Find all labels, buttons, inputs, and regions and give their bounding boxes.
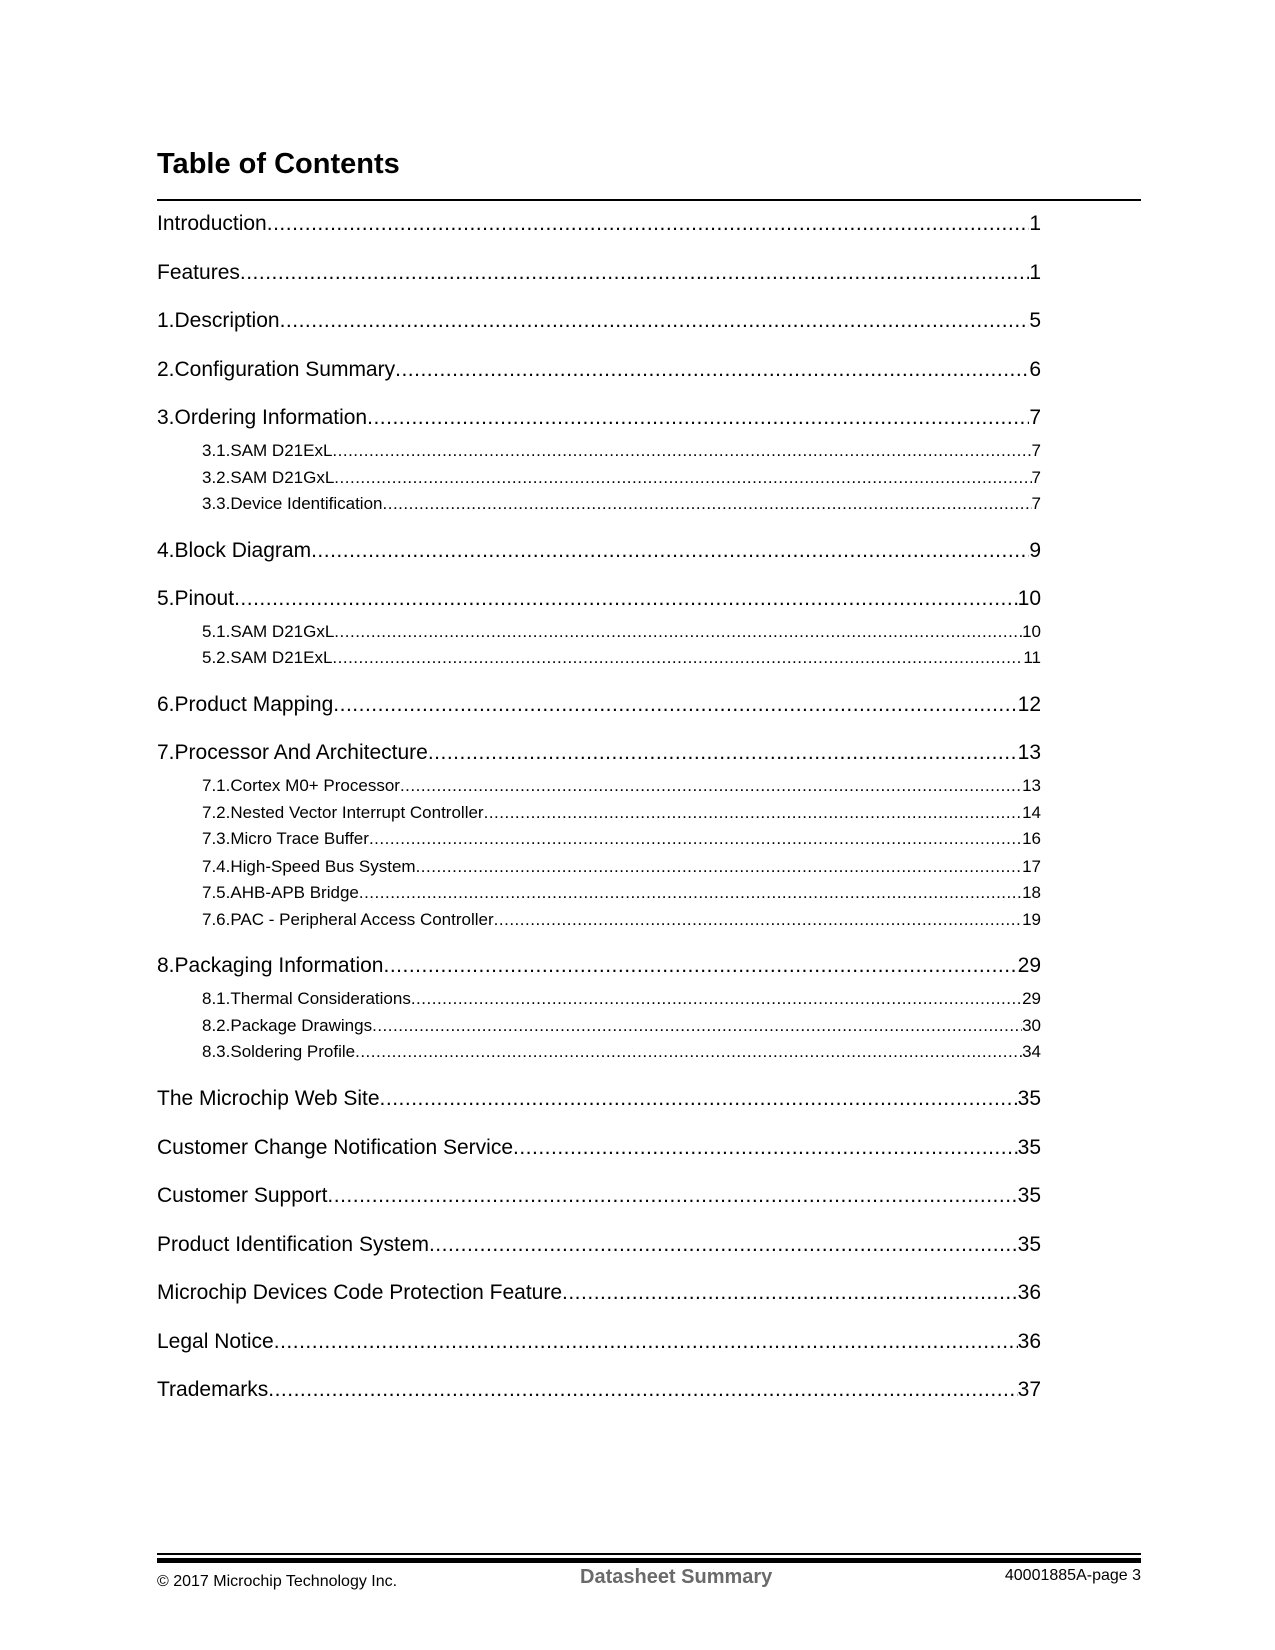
- toc-entry-number: 7.2.: [202, 803, 231, 822]
- toc-entry-label: Device Identification: [230, 494, 383, 513]
- toc-entry[interactable]: [157, 954, 1041, 980]
- toc-dot-leader: [400, 776, 1022, 796]
- toc-entry-label: AHB-APB Bridge: [230, 883, 359, 902]
- toc-dot-leader: [494, 910, 1022, 930]
- footer-doc-type: Datasheet Summary: [580, 1566, 773, 1588]
- toc-dot-leader: [280, 309, 1030, 333]
- toc-entry[interactable]: [157, 1184, 1041, 1210]
- toc-entry-label: Cortex M0+ Processor: [230, 776, 400, 795]
- toc-entry-page: 7: [1031, 441, 1041, 460]
- toc-entry-page: 13: [1017, 741, 1041, 764]
- toc-entry-number: 6.: [157, 693, 175, 716]
- toc-entry-number: 4.: [157, 539, 175, 562]
- toc-subentry[interactable]: [202, 803, 1041, 825]
- toc-entry-page: 12: [1017, 693, 1041, 716]
- toc-entry-page: 11: [1023, 648, 1041, 667]
- toc-subentry[interactable]: [202, 1042, 1041, 1064]
- toc-entry[interactable]: [157, 212, 1041, 238]
- toc-entry-label: Product Identification System: [157, 1233, 429, 1256]
- toc-entry-label: SAM D21ExL: [230, 441, 333, 460]
- toc-entry-number: 7.4.: [202, 857, 231, 876]
- toc-entry-number: 8.3.: [202, 1042, 231, 1061]
- toc-dot-leader: [383, 494, 1032, 514]
- toc-entry-page: 5: [1029, 309, 1041, 332]
- toc-dot-leader: [359, 883, 1022, 903]
- toc-entry-number: 7.5.: [202, 883, 231, 902]
- toc-entry[interactable]: [157, 358, 1041, 384]
- toc-entry-label: Description: [174, 309, 280, 332]
- toc-entry-label: Introduction: [157, 212, 267, 235]
- toc-entry-page: 1: [1029, 212, 1041, 235]
- toc-entry-label: Configuration Summary: [174, 358, 396, 381]
- toc-entry-number: 3.: [157, 406, 175, 429]
- toc-entry-label: Nested Vector Interrupt Controller: [230, 803, 484, 822]
- toc-dot-leader: [267, 212, 1030, 236]
- toc-entry-number: 7.: [157, 741, 175, 764]
- toc-entry-number: 7.6.: [202, 910, 231, 929]
- toc-entry-label: Features: [157, 261, 240, 284]
- toc-entry-page: 1: [1029, 261, 1041, 284]
- toc-entry-number: 2.: [157, 358, 175, 381]
- toc-dot-leader: [562, 1281, 1018, 1305]
- toc-entry-page: 14: [1022, 803, 1041, 822]
- toc-entry-number: 3.2.: [202, 468, 231, 487]
- toc-entry-label: SAM D21ExL: [230, 648, 333, 667]
- toc-entry-number: 1.: [157, 309, 175, 332]
- toc-entry-page: 36: [1017, 1330, 1041, 1353]
- footer-page-number: 40001885A-page 3: [1004, 1567, 1141, 1584]
- toc-entry-number: 8.2.: [202, 1016, 231, 1035]
- toc-entry-number: 3.1.: [202, 441, 231, 460]
- toc-entry[interactable]: [157, 261, 1041, 287]
- toc-dot-leader: [411, 989, 1022, 1009]
- toc-dot-leader: [332, 441, 1031, 461]
- toc-entry-label: Processor And Architecture: [174, 741, 428, 764]
- toc-entry-page: 7: [1031, 468, 1041, 487]
- toc-subentry[interactable]: [202, 494, 1041, 516]
- toc-entry-page: 10: [1022, 622, 1041, 641]
- toc-entry-label: High-Speed Bus System: [230, 857, 416, 876]
- toc-entry[interactable]: [157, 539, 1041, 565]
- toc-dot-leader: [372, 1016, 1022, 1036]
- toc-subentry[interactable]: [202, 1016, 1041, 1038]
- page-title: Table of Contents: [157, 148, 400, 180]
- toc-entry-page: 16: [1022, 829, 1041, 848]
- toc-entry[interactable]: [157, 406, 1041, 432]
- toc-entry[interactable]: [157, 309, 1041, 335]
- toc-entry-number: 8.1.: [202, 989, 231, 1008]
- toc-subentry[interactable]: [202, 648, 1041, 670]
- toc-dot-leader: [429, 1233, 1018, 1257]
- toc-entry-page: 9: [1029, 539, 1041, 562]
- toc-entry-label: Trademarks: [157, 1378, 269, 1401]
- toc-subentry[interactable]: [202, 776, 1041, 798]
- toc-entry-number: 5.2.: [202, 648, 231, 667]
- toc-subentry[interactable]: [202, 468, 1041, 490]
- toc-entry-page: 29: [1017, 954, 1041, 977]
- toc-entry-label: Customer Change Notification Service: [157, 1136, 513, 1159]
- toc-entry-number: 7.1.: [202, 776, 231, 795]
- toc-dot-leader: [334, 622, 1022, 642]
- toc-entry[interactable]: [157, 1233, 1041, 1259]
- toc-entry-label: Product Mapping: [174, 693, 334, 716]
- toc-entry-page: 17: [1022, 857, 1041, 876]
- toc-dot-leader: [268, 1378, 1017, 1402]
- toc-entry[interactable]: [157, 1281, 1041, 1307]
- toc-entry[interactable]: [157, 1087, 1041, 1113]
- toc-entry-label: Thermal Considerations: [230, 989, 411, 1008]
- toc-entry-label: Ordering Information: [174, 406, 368, 429]
- toc-entry-page: 34: [1022, 1042, 1041, 1061]
- toc-entry-number: 3.3.: [202, 494, 231, 513]
- toc-entry-number: 5.: [157, 587, 175, 610]
- toc-dot-leader: [416, 857, 1023, 877]
- toc-entry-label: Customer Support: [157, 1184, 328, 1207]
- toc-dot-leader: [369, 829, 1022, 849]
- toc-subentry[interactable]: [202, 857, 1041, 879]
- footer-divider-thick: [157, 1558, 1141, 1563]
- toc-entry[interactable]: [157, 741, 1041, 767]
- toc-dot-leader: [355, 1042, 1022, 1062]
- toc-dot-leader: [327, 1184, 1017, 1208]
- toc-dot-leader: [367, 406, 1029, 430]
- toc-entry[interactable]: [157, 1330, 1041, 1356]
- toc-entry-label: Legal Notice: [157, 1330, 274, 1353]
- toc-dot-leader: [513, 1136, 1018, 1160]
- toc-entry-label: SAM D21GxL: [230, 622, 335, 641]
- footer-divider-thin: [157, 1553, 1141, 1555]
- toc-entry[interactable]: [157, 693, 1041, 719]
- toc-entry-page: 35: [1017, 1087, 1041, 1110]
- toc-entry-number: 5.1.: [202, 622, 231, 641]
- toc-entry-page: 18: [1022, 883, 1041, 902]
- toc-dot-leader: [274, 1330, 1018, 1354]
- toc-entry-label: Micro Trace Buffer: [230, 829, 369, 848]
- toc-entry-number: 8.: [157, 954, 175, 977]
- toc-entry-label: Packaging Information: [174, 954, 384, 977]
- toc-entry-page: 35: [1017, 1136, 1041, 1159]
- toc-entry-page: 29: [1022, 989, 1041, 1008]
- toc-entry-label: Package Drawings: [230, 1016, 373, 1035]
- toc-dot-leader: [234, 587, 1018, 611]
- toc-entry-label: Microchip Devices Code Protection Feature: [157, 1281, 563, 1304]
- toc-entry[interactable]: [157, 587, 1041, 613]
- toc-entry-page: 19: [1022, 910, 1041, 929]
- toc-subentry[interactable]: [202, 622, 1041, 644]
- toc-entry-label: Soldering Profile: [230, 1042, 356, 1061]
- title-divider: [157, 199, 1141, 201]
- toc-dot-leader: [380, 1087, 1018, 1111]
- toc-dot-leader: [383, 954, 1017, 978]
- toc-dot-leader: [240, 261, 1029, 285]
- toc-dot-leader: [428, 741, 1018, 765]
- toc-dot-leader: [334, 468, 1031, 488]
- toc-subentry[interactable]: [202, 829, 1041, 851]
- toc-entry-number: 7.3.: [202, 829, 231, 848]
- toc-entry-label: Pinout: [174, 587, 235, 610]
- toc-dot-leader: [333, 693, 1017, 717]
- toc-entry-page: 13: [1022, 776, 1041, 795]
- footer-copyright: © 2017 Microchip Technology Inc.: [157, 1573, 398, 1590]
- toc-subentry[interactable]: [202, 989, 1041, 1011]
- toc-entry[interactable]: [157, 1136, 1041, 1162]
- toc-entry[interactable]: [157, 1378, 1041, 1404]
- toc-subentry[interactable]: [202, 441, 1041, 463]
- toc-dot-leader: [395, 358, 1029, 382]
- toc-entry-page: 6: [1029, 358, 1041, 381]
- toc-entry-page: 7: [1029, 406, 1041, 429]
- toc-entry-label: PAC - Peripheral Access Controller: [230, 910, 494, 929]
- toc-dot-leader: [311, 539, 1029, 563]
- toc-entry-page: 36: [1017, 1281, 1041, 1304]
- toc-subentry[interactable]: [202, 910, 1041, 932]
- toc-entry-page: 35: [1017, 1184, 1041, 1207]
- toc-entry-page: 37: [1017, 1378, 1041, 1401]
- toc-subentry[interactable]: [202, 883, 1041, 905]
- toc-dot-leader: [484, 803, 1022, 823]
- toc-entry-page: 7: [1031, 494, 1041, 513]
- toc-dot-leader: [332, 648, 1023, 668]
- toc-entry-label: The Microchip Web Site: [157, 1087, 380, 1110]
- toc-entry-label: SAM D21GxL: [230, 468, 335, 487]
- toc-entry-page: 10: [1017, 587, 1041, 610]
- toc-entry-page: 35: [1017, 1233, 1041, 1256]
- toc-entry-label: Block Diagram: [174, 539, 312, 562]
- toc-entry-page: 30: [1022, 1016, 1041, 1035]
